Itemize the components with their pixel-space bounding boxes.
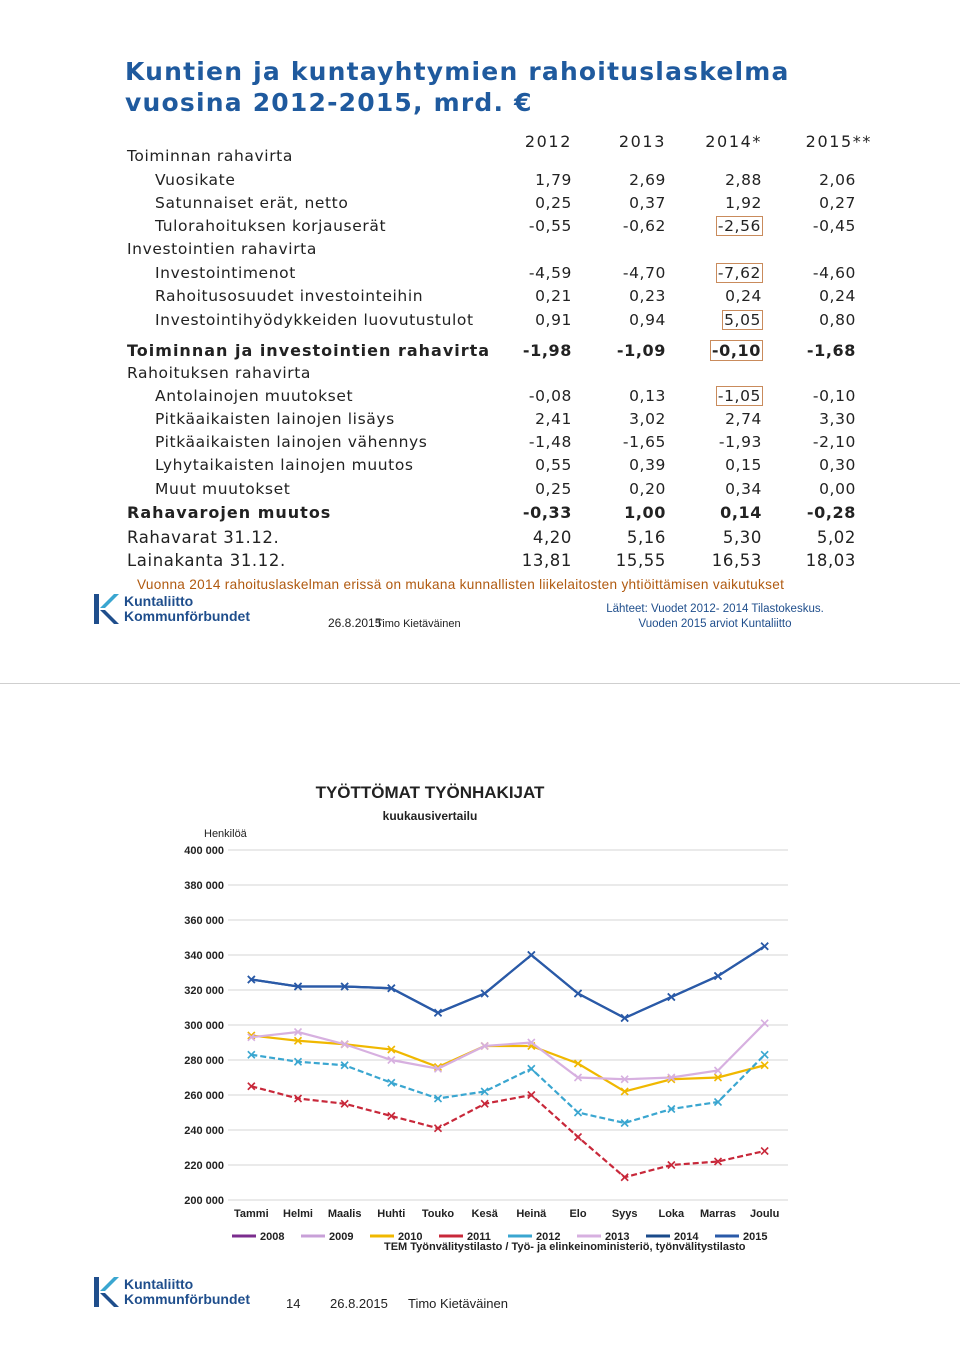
cell: -1,48	[528, 433, 572, 451]
cell: 1,79	[535, 171, 572, 189]
legend-label: 2011	[467, 1231, 491, 1243]
chart-source: TEM Työnvälitystilasto / Työ- ja elinkeinoministeriö, työnvälitystilasto	[384, 1241, 746, 1253]
loans-label: Lainakanta 31.12.	[127, 551, 286, 570]
y-tick-label: 340 000	[184, 950, 224, 962]
row-label: Pitkäaikaisten lainojen lisäys	[155, 410, 395, 428]
data-point-2011	[761, 1148, 768, 1155]
cell: 0,55	[535, 456, 572, 474]
section-label: Rahoituksen rahavirta	[127, 364, 312, 382]
cell: -7,62	[717, 264, 761, 282]
total-cell: 0,14	[720, 503, 762, 522]
data-point-2013	[761, 1020, 768, 1027]
series-line-2014	[251, 946, 764, 1018]
total-cell: -1,98	[522, 341, 572, 360]
cell: 0,30	[819, 456, 856, 474]
cell: 5,05	[724, 311, 761, 329]
sources-note	[590, 602, 840, 632]
data-point-2011	[575, 1134, 582, 1141]
cell: -1,65	[622, 433, 666, 451]
logo-text-sv: Kommunförbundet	[124, 608, 250, 624]
cell: 18,03	[805, 551, 856, 570]
financing-table	[0, 0, 960, 640]
cell: 0,37	[629, 194, 666, 212]
data-point-2015	[575, 990, 582, 997]
legend-label: 2013	[605, 1231, 630, 1243]
series-line-2012	[251, 1055, 764, 1123]
total-cell: -0,33	[522, 503, 572, 522]
cell: 13,81	[521, 551, 572, 570]
series-line-2013	[251, 1023, 764, 1079]
y-tick-label: 400 000	[184, 845, 224, 857]
x-tick-label: Huhti	[377, 1208, 406, 1220]
cell: -0,10	[812, 387, 856, 405]
chart-subtitle: kuukausivertailu	[382, 809, 478, 823]
cell: 0,15	[725, 456, 762, 474]
total-cell: -1,09	[616, 341, 666, 360]
cell: 0,25	[535, 480, 572, 498]
row-label: Pitkäaikaisten lainojen vähennys	[155, 433, 428, 451]
highlighted-cell	[672, 217, 762, 235]
year-header-2015: 2015**	[805, 132, 872, 151]
total-cell: -1,68	[806, 341, 856, 360]
cell: -4,70	[622, 264, 666, 282]
cell: 0,91	[535, 311, 572, 329]
cell: 3,02	[629, 410, 666, 428]
year-header-2012: 2012	[524, 132, 572, 151]
cell: 0,13	[629, 387, 666, 405]
cell: 15,55	[615, 551, 666, 570]
cell: 0,80	[819, 311, 856, 329]
cell: -0,62	[622, 217, 666, 235]
logo-text-fi: Kuntaliitto	[124, 593, 194, 609]
total-cell: 1,00	[624, 503, 666, 522]
legend-label: 2008	[260, 1231, 285, 1243]
legend-item-2008	[232, 1231, 284, 1243]
footer-author: Timo Kietäväinen	[376, 618, 461, 630]
footer-date: 26.8.2015	[330, 1296, 388, 1311]
y-tick-label: 380 000	[184, 880, 224, 892]
total-cell: -0,28	[806, 503, 856, 522]
kuntaliitto-logo	[92, 1275, 250, 1309]
legend-label: 2015	[743, 1231, 768, 1243]
cell: 5,02	[816, 528, 856, 547]
footer-author: Timo Kietäväinen	[408, 1296, 508, 1311]
cell: -2,56	[717, 217, 761, 235]
y-tick-label: 220 000	[184, 1160, 224, 1172]
cell: -1,93	[718, 433, 762, 451]
page-number: 14	[286, 1296, 301, 1311]
row-label: Antolainojen muutokset	[155, 387, 354, 405]
x-tick-label: Kesä	[471, 1208, 498, 1220]
cell: 0,34	[725, 480, 762, 498]
legend-label: 2014	[674, 1231, 699, 1243]
cell: 0,24	[819, 287, 856, 305]
cash-label: Rahavarat 31.12.	[127, 528, 280, 547]
legend-item-2009	[301, 1231, 353, 1243]
cell: -1,05	[717, 387, 761, 405]
cell: 2,06	[819, 171, 856, 189]
y-tick-label: 240 000	[184, 1125, 224, 1137]
legend-label: 2009	[329, 1231, 354, 1243]
y-tick-label: 360 000	[184, 915, 224, 927]
cell: 16,53	[711, 551, 762, 570]
x-tick-label: Touko	[421, 1208, 455, 1220]
cell: 0,25	[535, 194, 572, 212]
legend-label: 2012	[536, 1231, 561, 1243]
logo-text-fi: Kuntaliitto	[124, 1276, 194, 1292]
highlighted-cell	[672, 264, 762, 282]
cell: 2,74	[725, 410, 762, 428]
x-tick-label: Joulu	[749, 1208, 780, 1220]
row-label: Muut muutokset	[155, 480, 291, 498]
row-label: Lyhytaikaisten lainojen muutos	[155, 456, 414, 474]
y-tick-label: 260 000	[184, 1090, 224, 1102]
highlighted-cell	[672, 311, 762, 329]
x-tick-label: Helmi	[283, 1208, 313, 1220]
unemployment-chart	[170, 770, 810, 1260]
y-tick-label: 200 000	[184, 1195, 224, 1207]
slide-title: Kuntien ja kuntayhtymien rahoituslaskelma vuosina 2012-2015, mrd. €	[125, 57, 790, 117]
sources-line: Lähteet: Vuodet 2012- 2014 Tilastokeskus.	[606, 603, 824, 615]
x-tick-label: Marras	[699, 1208, 737, 1220]
cell: 4,20	[532, 528, 572, 547]
cell: 0,23	[629, 287, 666, 305]
highlighted-total-cell	[672, 341, 762, 360]
cell: 2,88	[725, 171, 762, 189]
row-label: Satunnaiset erät, netto	[155, 194, 349, 212]
cell: 0,21	[535, 287, 572, 305]
data-point-2012	[761, 1051, 768, 1058]
section-label: Toiminnan rahavirta	[127, 147, 293, 165]
y-tick-label: 280 000	[184, 1055, 224, 1067]
data-point-2012	[575, 1109, 582, 1116]
cell: 0,27	[819, 194, 856, 212]
slide-divider	[0, 683, 960, 684]
cell: 5,16	[626, 528, 666, 547]
x-tick-label: Heinä	[516, 1208, 547, 1220]
x-tick-label: Maalis	[327, 1208, 362, 1220]
year-header-2014: 2014*	[705, 132, 762, 151]
cell: 0,39	[629, 456, 666, 474]
cell: -2,10	[812, 433, 856, 451]
cell: 2,41	[535, 410, 572, 428]
cell: 0,20	[629, 480, 666, 498]
footnote: Vuonna 2014 rahoituslaskelman erissä on mukana kunnallisten liikelaitosten yhtiöittämisen vaikutukset	[137, 577, 785, 592]
x-tick-label: Tammi	[234, 1208, 269, 1220]
cell: 0,94	[629, 311, 666, 329]
total-label: Rahavarojen muutos	[127, 503, 332, 522]
y-tick-label: 320 000	[184, 985, 224, 997]
legend-label: 2010	[398, 1231, 423, 1243]
cell: 2,69	[629, 171, 666, 189]
cell: 0,00	[819, 480, 856, 498]
row-label: Investointimenot	[155, 264, 296, 282]
row-label: Tulorahoituksen korjauserät	[155, 217, 387, 235]
cell: 1,92	[725, 194, 762, 212]
cell: 0,24	[725, 287, 762, 305]
cell: -4,59	[528, 264, 572, 282]
series-line-2015	[251, 946, 764, 1018]
highlighted-cell	[672, 387, 762, 405]
data-point-2015	[761, 943, 768, 950]
cell: -0,08	[528, 387, 572, 405]
series-line-2011	[251, 1086, 764, 1177]
row-label: Investointihyödykkeiden luovutustulot	[155, 311, 474, 329]
footer-date: 26.8.2015	[328, 616, 382, 630]
cell: -0,55	[528, 217, 572, 235]
sources-line: Vuoden 2015 arviot Kuntaliitto	[638, 618, 792, 630]
row-label: Vuosikate	[155, 171, 236, 189]
total-cell: -0,10	[711, 341, 761, 360]
section-label: Investointien rahavirta	[127, 240, 317, 258]
y-axis-label: Henkilöä	[204, 828, 247, 840]
x-tick-label: Loka	[658, 1208, 685, 1220]
chart-title: TYÖTTÖMAT TYÖNHAKIJAT	[315, 783, 545, 802]
kuntaliitto-logo-icon	[92, 592, 120, 626]
kuntaliitto-logo-icon	[92, 1275, 120, 1309]
y-tick-label: 300 000	[184, 1020, 224, 1032]
cell: -0,45	[812, 217, 856, 235]
kuntaliitto-logo	[92, 592, 250, 626]
cell: -4,60	[812, 264, 856, 282]
logo-text-sv: Kommunförbundet	[124, 1291, 250, 1307]
row-label: Rahoitusosuudet investointeihin	[155, 287, 424, 305]
cell: 5,30	[722, 528, 762, 547]
year-header-2013: 2013	[618, 132, 666, 151]
cell: 3,30	[819, 410, 856, 428]
x-tick-label: Elo	[569, 1208, 587, 1220]
x-tick-label: Syys	[611, 1208, 638, 1220]
total-label: Toiminnan ja investointien rahavirta	[127, 341, 491, 360]
